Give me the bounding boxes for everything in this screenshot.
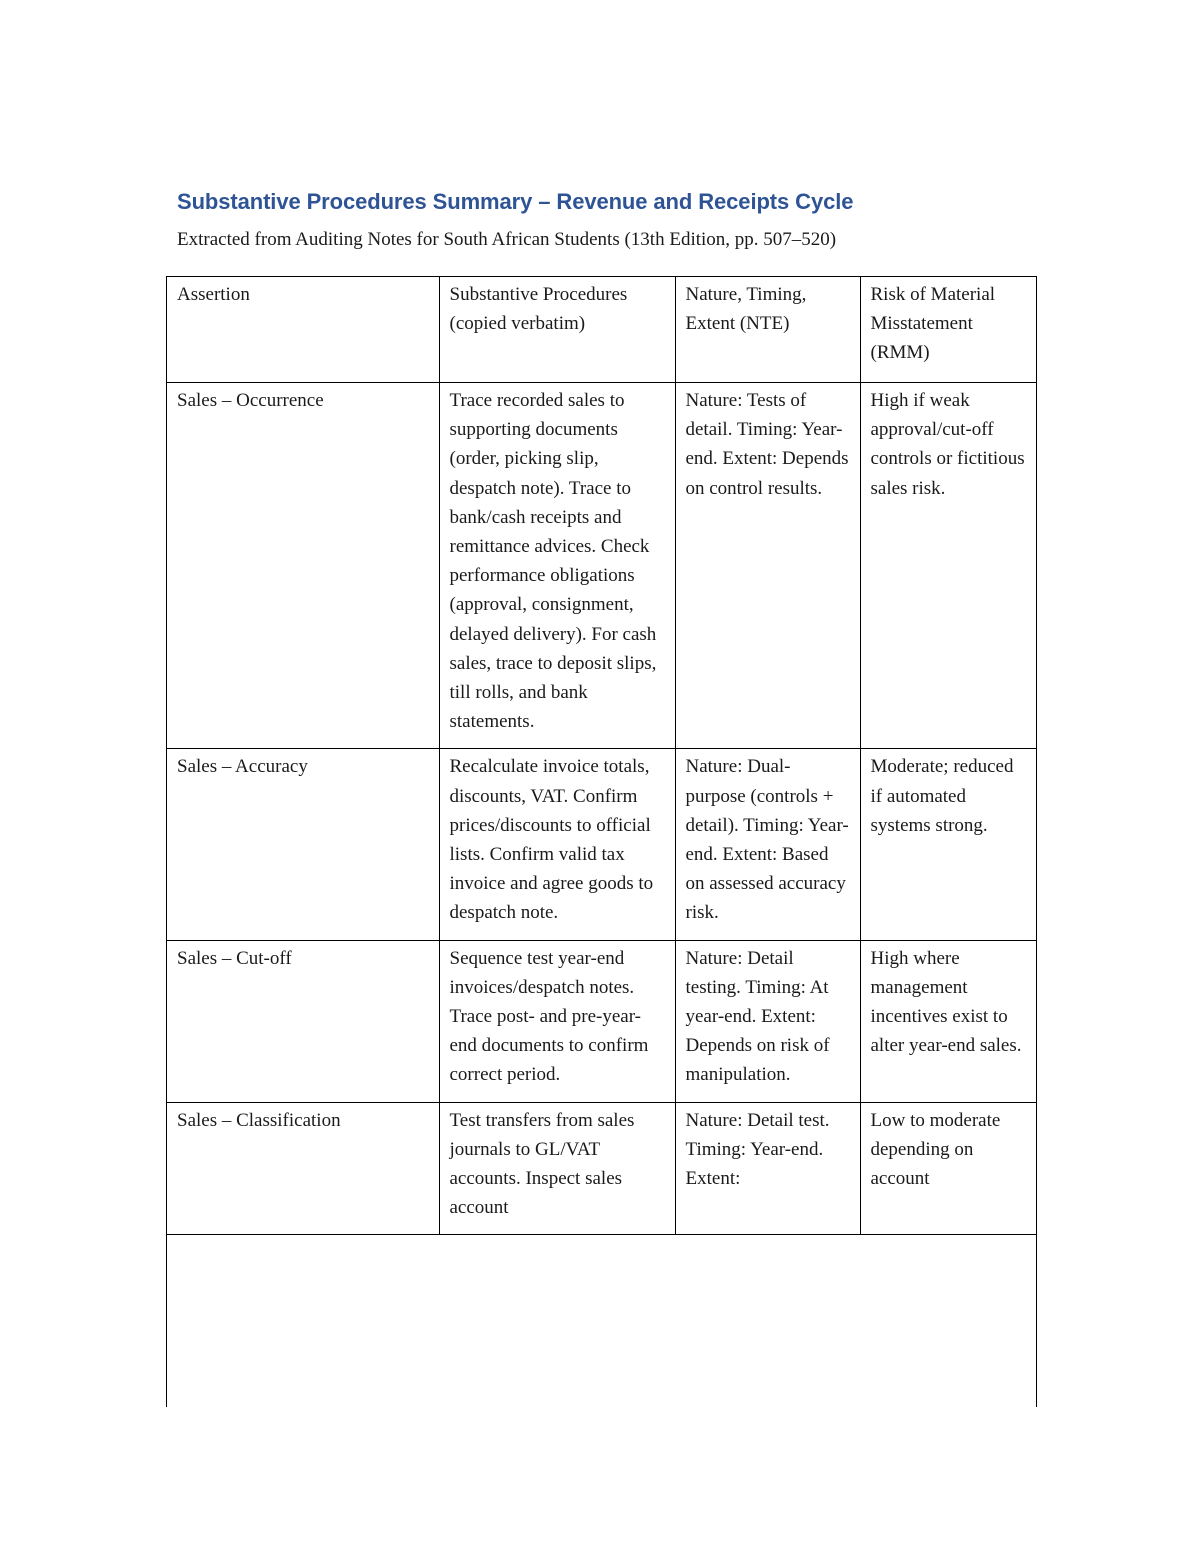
cell-assertion: Sales – Occurrence xyxy=(167,383,439,749)
cell-rmm: Low to moderate depending on account xyxy=(860,1102,1036,1235)
document-subtitle: Extracted from Auditing Notes for South African Students (13th Edition, pp. 507–520) xyxy=(177,229,837,250)
cell-procedures: Recalculate invoice totals, discounts, VAT. Confirm prices/discounts to official lists. Confirm valid tax invoice and agree goods to despatch note. xyxy=(439,749,675,940)
document-title: Substantive Procedures Summary – Revenue and Receipts Cycle xyxy=(177,189,854,214)
cell-nte: Nature: Detail testing. Timing: At year-end. Extent: Depends on risk of manipulation. xyxy=(675,940,860,1102)
header-assertion: Assertion xyxy=(167,277,439,383)
header-procedures: Substantive Procedures (copied verbatim) xyxy=(439,277,675,383)
cell-rmm: High if weak approval/cut-off controls or fictitious sales risk. xyxy=(860,383,1036,749)
table-row xyxy=(167,940,1036,1102)
cell-rmm: Moderate; reduced if automated systems strong. xyxy=(860,749,1036,940)
cell-assertion: Sales – Accuracy xyxy=(167,749,439,940)
table-row xyxy=(167,383,1036,749)
cell-nte: Nature: Tests of detail. Timing: Year-end. Extent: Depends on control results. xyxy=(675,383,860,749)
cell-procedures: Trace recorded sales to supporting documents (order, picking slip, despatch note). Trace to bank/cash receipts and remittance advices. Check performance obligations (approval, consignment, delayed delivery). For cash sales, trace to deposit slips, till rolls, and bank statements. xyxy=(439,383,675,749)
cell-rmm: High where management incentives exist to alter year-end sales. xyxy=(860,940,1036,1102)
summary-table-container xyxy=(166,276,1037,1407)
table-row xyxy=(167,749,1036,940)
header-nte: Nature, Timing, Extent (NTE) xyxy=(675,277,860,383)
cell-procedures: Test transfers from sales journals to GL/VAT accounts. Inspect sales account xyxy=(439,1102,675,1235)
substantive-procedures-table xyxy=(167,277,1036,1235)
header-rmm: Risk of Material Misstatement (RMM) xyxy=(860,277,1036,383)
cell-assertion: Sales – Cut-off xyxy=(167,940,439,1102)
cell-procedures: Sequence test year-end invoices/despatch notes. Trace post- and pre-year-end documents to confirm correct period. xyxy=(439,940,675,1102)
cell-assertion: Sales – Classification xyxy=(167,1102,439,1235)
table-header-row xyxy=(167,277,1036,383)
cell-nte: Nature: Dual-purpose (controls + detail). Timing: Year-end. Extent: Based on assessed accuracy risk. xyxy=(675,749,860,940)
table-row xyxy=(167,1102,1036,1235)
cell-nte: Nature: Detail test. Timing: Year-end. Extent: xyxy=(675,1102,860,1235)
